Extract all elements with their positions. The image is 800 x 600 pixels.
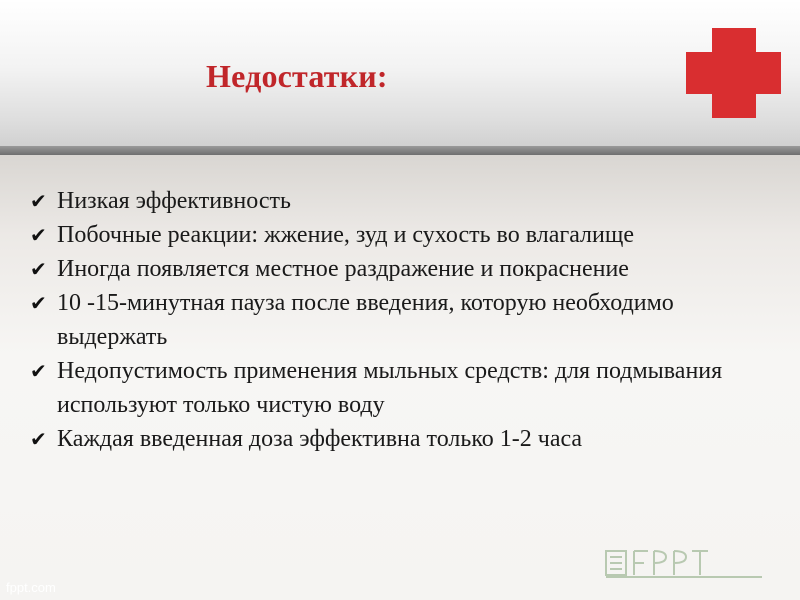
fppt-logo-watermark <box>604 545 764 579</box>
checkmark-icon: ✔ <box>30 257 47 281</box>
list-item-text: Низкая эффективность <box>57 188 291 214</box>
list-item-text: Побочные реакции: жжение, зуд и сухость во влагалище <box>57 222 635 248</box>
checkmark-icon: ✔ <box>30 359 47 383</box>
list-item <box>28 218 778 252</box>
slide-header-band <box>0 0 800 150</box>
list-item <box>28 184 778 218</box>
checkmark-icon: ✔ <box>30 427 47 451</box>
checkmark-icon: ✔ <box>30 223 47 247</box>
checkmark-icon: ✔ <box>30 291 47 315</box>
slide-title: Недостатки: <box>206 58 388 94</box>
list-item <box>28 286 778 354</box>
list-item <box>28 252 778 286</box>
list-item-text: 10 -15-минутная пауза после введения, которую необходимо выдержать <box>57 290 674 350</box>
list-item-text: Иногда появляется местное раздражение и покраснение <box>57 256 629 282</box>
watermark-text: fppt.com <box>6 580 56 595</box>
header-divider <box>0 146 800 155</box>
list-item <box>28 354 778 422</box>
checkmark-icon: ✔ <box>30 189 47 213</box>
list-item-text: Недопустимость применения мыльных средств: для подмывания используют только чистую воду <box>57 358 723 418</box>
list-item <box>28 422 778 456</box>
list-item-text: Каждая введенная доза эффективна только 1-2 часа <box>57 426 583 452</box>
bullet-list <box>28 184 778 456</box>
